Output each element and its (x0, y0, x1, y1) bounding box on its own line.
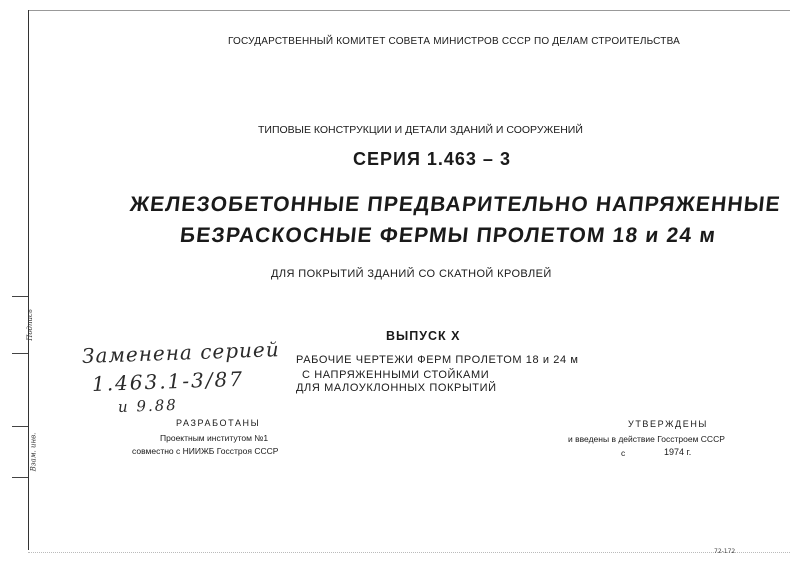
handwritten-note-line1: Заменена серией (81, 337, 281, 368)
approved-heading: УТВЕРЖДЕНЫ (628, 419, 708, 429)
issue-label: ВЫПУСК Х (386, 329, 461, 343)
margin-stamp-lower-text: Взам. инв. (29, 432, 38, 472)
committee-header: ГОСУДАРСТВЕННЫЙ КОМИТЕТ СОВЕТА МИНИСТРОВ СССР ПО ДЕЛАМ СТРОИТЕЛЬСТВА (228, 36, 680, 47)
developed-heading: РАЗРАБОТАНЫ (176, 418, 261, 428)
issue-description-line1: РАБОЧИЕ ЧЕРТЕЖИ ФЕРМ ПРОЛЕТОМ 18 и 24 м (296, 354, 579, 366)
footer-code: 72-172 (714, 548, 736, 555)
handwritten-note-line3: и 9.88 (117, 395, 179, 416)
developed-line2: совместно с НИИЖБ Госстроя СССР (132, 446, 279, 456)
main-title-line2: БЕЗРАСКОСНЫЕ ФЕРМЫ ПРОЛЕТОМ 18 и 24 м (178, 224, 718, 247)
approved-line1: и введены в действие Госстроем СССР (568, 434, 725, 444)
main-title-line1: ЖЕЛЕЗОБЕТОННЫЕ ПРЕДВАРИТЕЛЬНО НАПРЯЖЕННЫЕ (128, 193, 782, 216)
approved-year: 1974 г. (664, 447, 692, 457)
margin-stamp-upper-text: Подпись (25, 309, 34, 341)
frame-top-border (28, 10, 790, 11)
issue-description-line2: С НАПРЯЖЕННЫМИ СТОЙКАМИ (302, 369, 490, 381)
approved-line2: с (621, 448, 626, 458)
margin-stamp-upper (12, 296, 34, 354)
footer-divider (28, 552, 790, 553)
developed-line1: Проектным институтом №1 (160, 433, 269, 443)
series-number: СЕРИЯ 1.463 – 3 (353, 149, 511, 169)
handwritten-note-line2: 1.463.1-3/87 (91, 366, 245, 396)
subject-line: ТИПОВЫЕ КОНСТРУКЦИИ И ДЕТАЛИ ЗДАНИЙ И СООРУЖЕНИЙ (258, 124, 583, 136)
margin-stamp-lower (12, 426, 38, 478)
purpose-line: ДЛЯ ПОКРЫТИЙ ЗДАНИЙ СО СКАТНОЙ КРОВЛЕЙ (271, 268, 552, 280)
issue-description-line3: ДЛЯ МАЛОУКЛОННЫХ ПОКРЫТИЙ (296, 382, 497, 394)
